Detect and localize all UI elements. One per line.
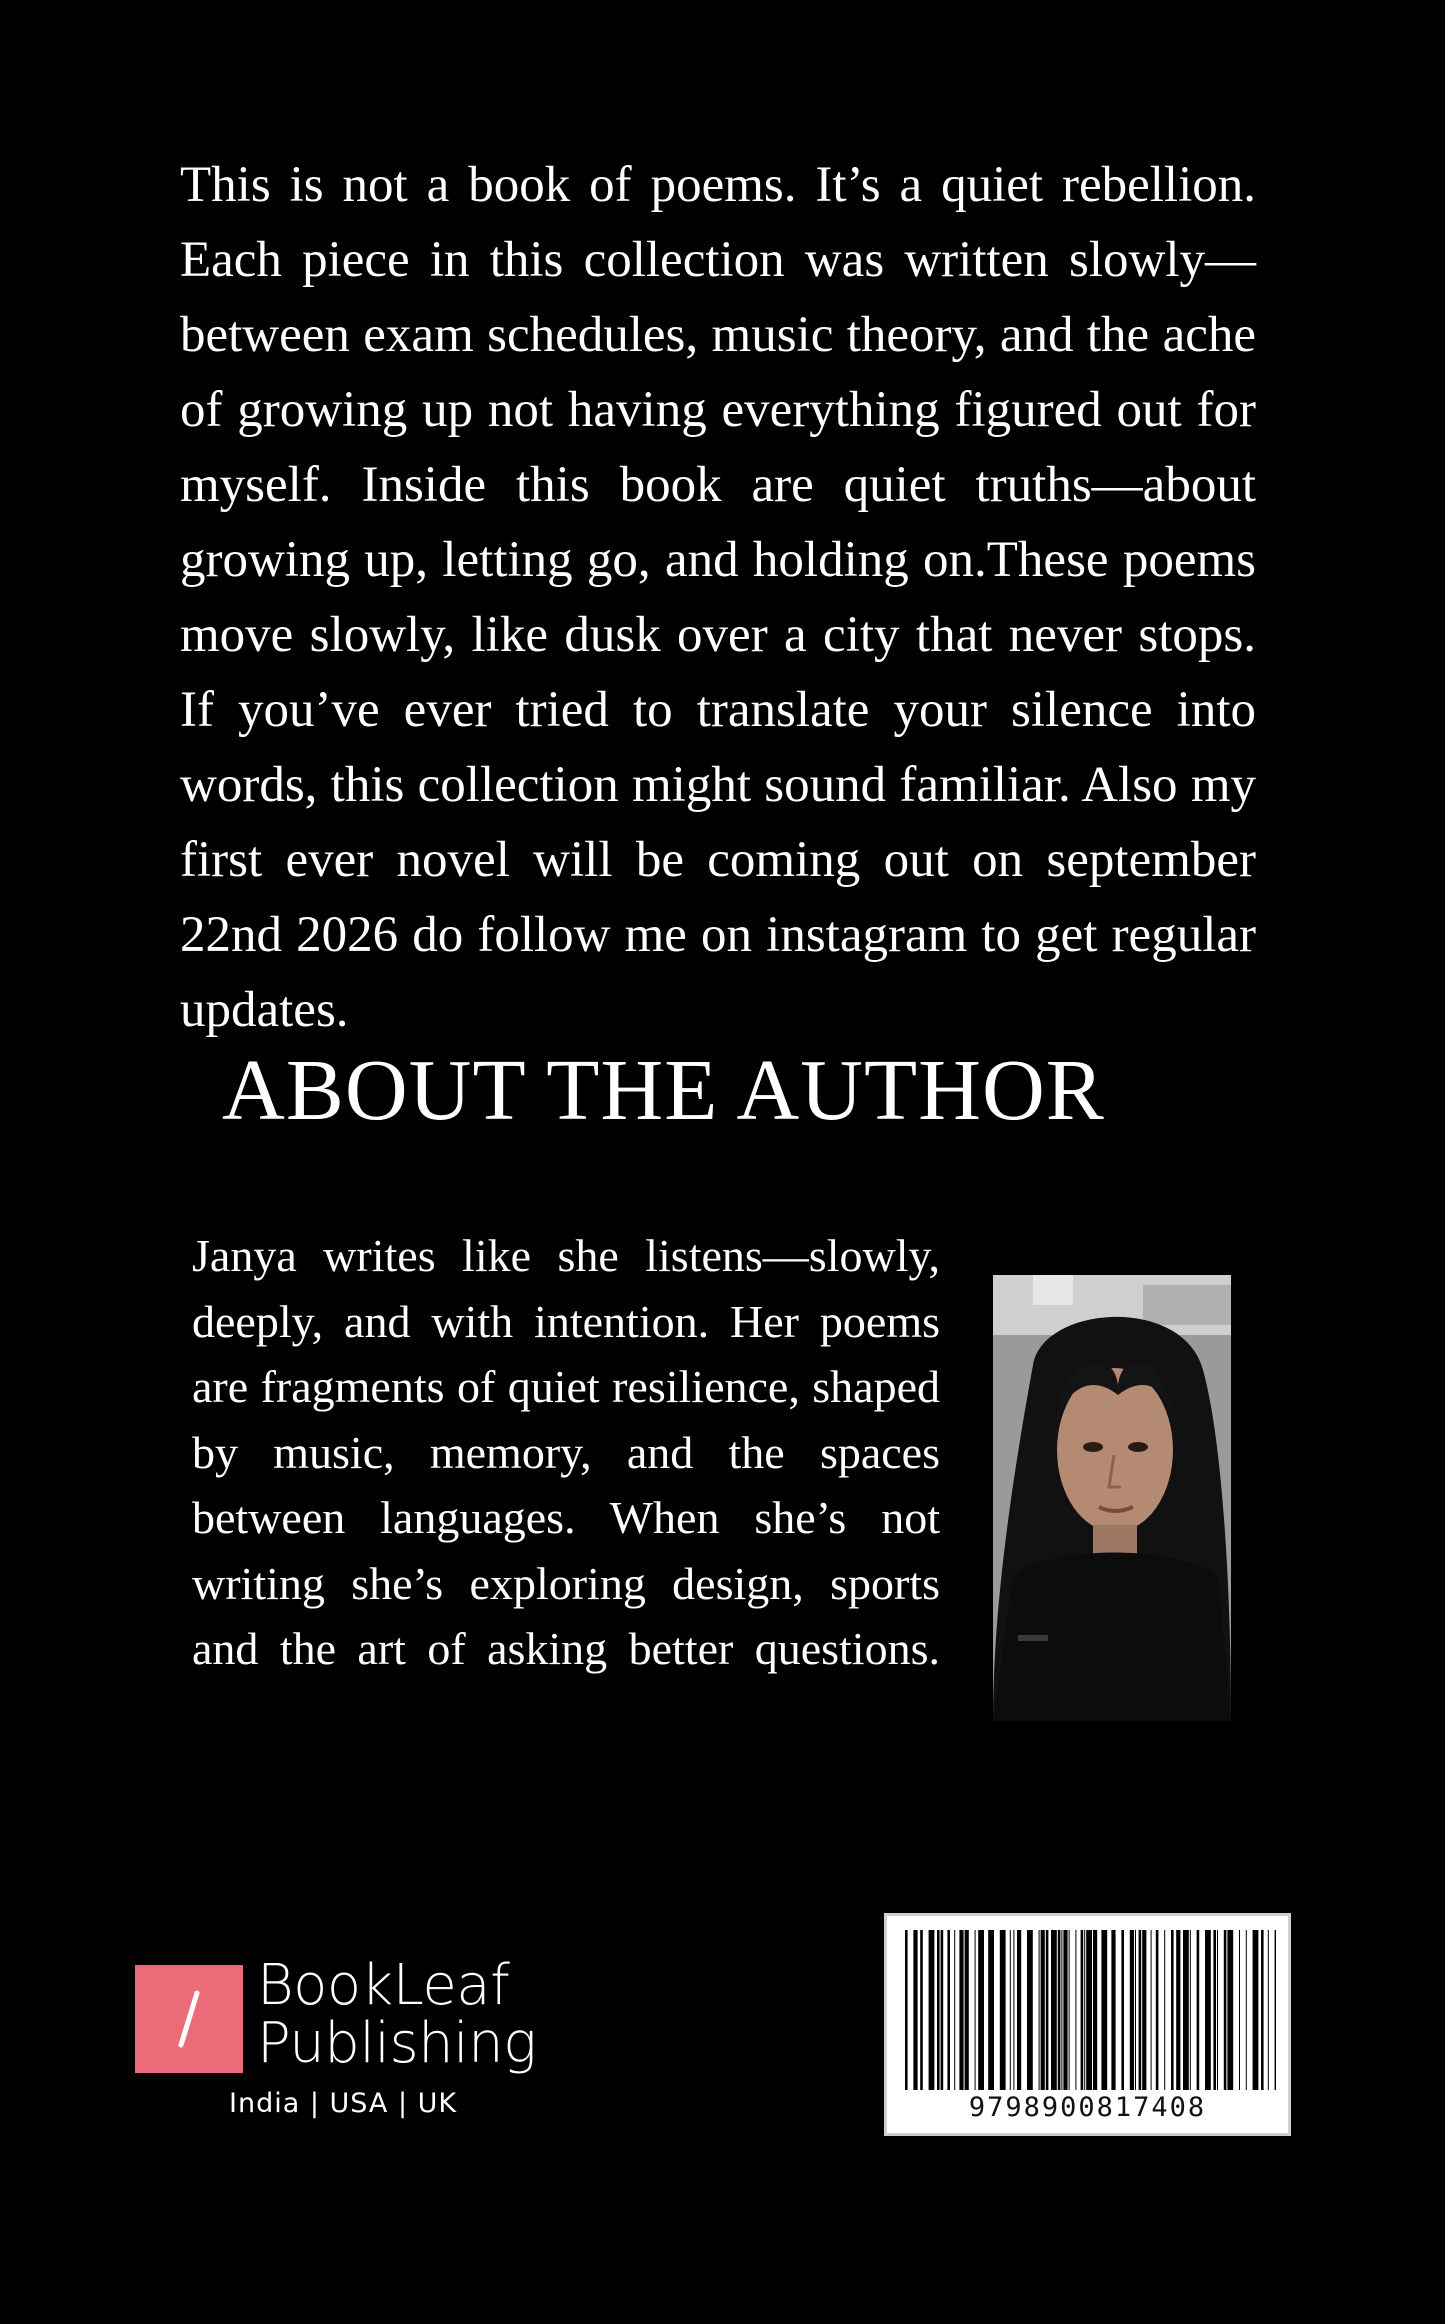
barcode-icon (905, 1930, 1276, 2090)
publisher-regions: India | USA | UK (229, 2088, 458, 2119)
slash-icon (135, 1965, 243, 2073)
author-bio: Janya writes like she listens—slowly, deeply, and with intention. Her poems are fragments of quiet resilience, shaped by music, memory, and the spaces between languages. When she’s not writing she’s exploring design, sports and the art of asking better questions. (192, 1230, 940, 1674)
back-cover-blurb: This is not a book of poems. It’s a quiet rebellion. Each piece in this collection was written slowly—between exam schedules, music theory, and the ache of growing up not having everything figured out for myself. Inside this book are quiet truths—about growing up, letting go, and holding on.These poems move slowly, like dusk over a city that never stops. If you’ve ever tried to translate your silence into words, this collection might sound familiar. Also my first ever novel will be coming out on september 22nd 2026 do follow me on instagram to get regular updates. (180, 157, 1256, 1038)
author-photo (993, 1275, 1231, 1721)
about-the-author-heading: ABOUT THE AUTHOR (222, 1041, 1105, 1138)
publisher-name-line1: BookLeaf (257, 1953, 510, 2018)
publisher-logo-mark (135, 1965, 243, 2073)
publisher-name-line2: Publishing (257, 2011, 537, 2076)
isbn-barcode (884, 1913, 1291, 2136)
publisher-logo (135, 1953, 537, 2119)
isbn-number: 9798900817408 (968, 2092, 1207, 2123)
